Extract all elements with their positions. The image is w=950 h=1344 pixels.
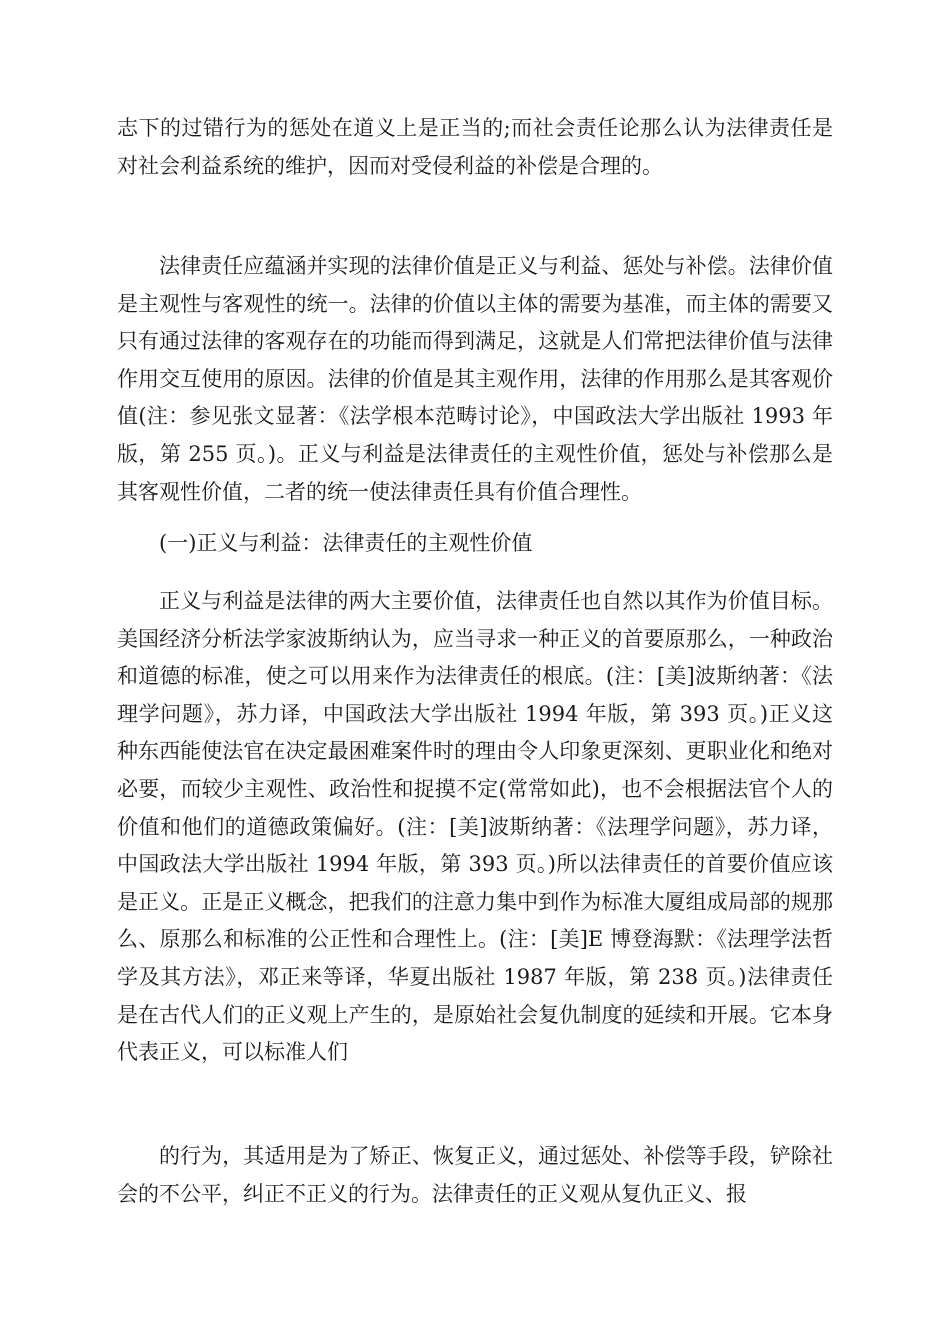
paragraph-behavior: 的行为，其适用是为了矫正、恢复正义，通过惩处、补偿等手段，铲除社会的不公平，纠正不正义的行为。法律责任的正义观从复仇正义、报 — [117, 1144, 833, 1206]
paragraph-justice-interest: 正义与利益是法律的两大主要价值，法律责任也自然以其作为价值目标。美国经济分析法学家波斯纳认为，应当寻求一种正义的首要原那么，一种政治和道德的标准，使之可以用来作为法律责任的根底。(注：[美]波斯纳著：《法理学问题》，苏力译，中国政法大学出版社 1994 年版，第 393 页。)正义这种东西能使法官在决定最困难案件时的理由令人印象更深刻、更职业化和绝对必要，而较少主观性、政治性和捉摸不定(常常如此)，也不会根据法官个人的价值和他们的道德政策偏好。(注：[美]波斯纳著：《法理学问题》，苏力译，中国政法大学出版社 1994 年版，第 393 页。)所以法律责任的首要价值应该是正义。正是正义概念，把我们的注意力集中到作为标准大厦组成局部的规那么、原那么和标准的公正性和合理性上。(注：[美]E 博登海默：《法理学法哲学及其方法》，邓正来等译，华夏出版社 1987 年版，第 238 页。)法律责任是在古代人们的正义观上产生的，是原始社会复仇制度的延续和开展。它本身代表正义，可以标准人们 — [117, 589, 833, 1065]
paragraph-legal-values: 法律责任应蕴涵并实现的法律价值是正义与利益、惩处与补偿。法律价值是主观性与客观性的统一。法律的价值以主体的需要为基准，而主体的需要又只有通过法律的客观存在的功能而得到满足，这就是人们常把法律价值与法律作用交互使用的原因。法律的价值是其主观作用，法律的作用那么是其客观价值(注：参见张文显著：《法学根本范畴讨论》，中国政法大学出版社 1993 年版，第 255 页。)。正义与利益是法律责任的主观性价值，惩处与补偿那么是其客观性价值，二者的统一使法律责任具有价值合理性。 — [117, 254, 833, 504]
paragraph-continuation: 志下的过错行为的惩处在道义上是正当的;而社会责任论那么认为法律责任是对社会利益系统的维护，因而对受侵利益的补偿是合理的。 — [117, 116, 833, 178]
section-heading: (一)正义与利益：法律责任的主观性价值 — [159, 531, 533, 555]
